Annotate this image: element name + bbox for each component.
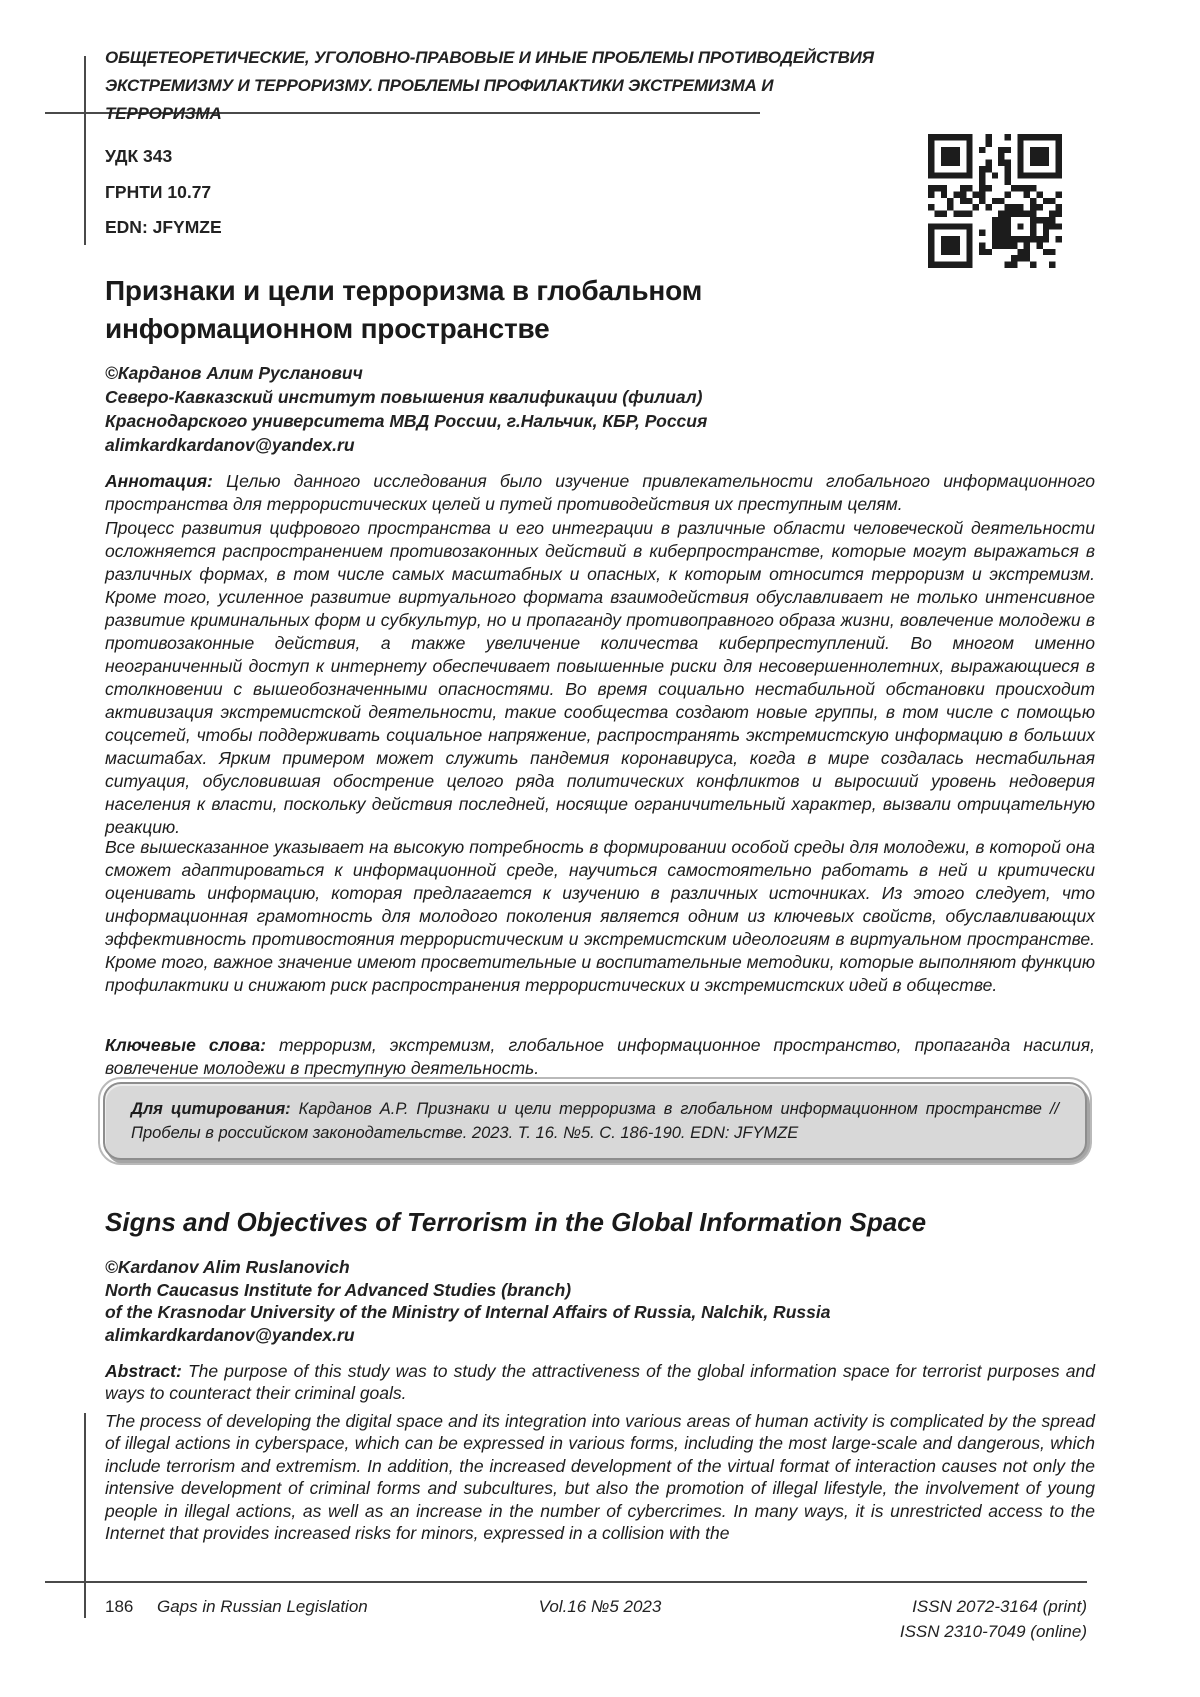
affiliation-en-line1: North Caucasus Institute for Advanced Studies (branch) [105, 1279, 572, 1300]
author-block-ru [105, 361, 1095, 457]
annotation-label: Аннотация: [105, 471, 213, 491]
left-margin-line-bottom [84, 1413, 86, 1618]
author-email-ru: alimkardkardanov@yandex.ru [105, 435, 355, 455]
edn-code: EDN: JFYMZE [105, 217, 222, 237]
author-email-en: alimkardkardanov@yandex.ru [105, 1324, 355, 1345]
author-name-en: ©Kardanov Alim Ruslanovich [105, 1257, 350, 1277]
annotation-ru [105, 470, 1095, 516]
citation-content [131, 1097, 1059, 1145]
footer-issn-online: ISSN 2310-7049 (online) [899, 1622, 1087, 1641]
footer-page-number: 186 [105, 1597, 134, 1616]
keywords-ru [105, 1034, 1095, 1080]
body-paragraph-ru-1: Процесс развития цифрового пространства и его интеграции в различные области человеческой деятельности осложняется распространением противозаконных действий в киберпространстве, которые могут выражаться в различных формах, в том числе самых масштабных и опасных, к которым относится терроризм и экстремизм. Кроме того, усиленное развитие виртуального формата взаимодействия обуславливает не только интенсивное развитие криминальных форм и субкультур, но и пропаганду противоправного образа жизни, вовлечение молодежи в противозаконные действия, а также увеличение количества киберпреступлений. Во многом именно неограниченный доступ к интернету обеспечивает повышенные риски для несовершеннолетних, выражающиеся в столкновении с вышеобозначенными опасностями. Во время социально нестабильной обстановки происходит активизация экстремистской деятельности, такие сообщества создают новые группы, в том числе с помощью соцсетей, чтобы поддерживать социальное напряжение, распространять экстремистскую информацию в больших масштабах. Ярким примером может служить пандемия коронавируса, когда в мире создалась нестабильная ситуация, обусловившая обострение целого ряда политических конфликтов и выросший уровень недоверия населения к власти, поскольку действия последней, носящие ограничительный характер, вызвали отрицательную реакцию. [105, 518, 1095, 837]
body-paragraph-ru-2: Все вышесказанное указывает на высокую потребность в формировании особой среды для молодежи, в которой она сможет адаптироваться к информационной среде, научиться самостоятельно работать в ней и критически оценивать информацию, которая предлагается к изучению в различных источниках. Из этого следует, что информационная грамотность для молодого поколения является одним из ключевых свойств, обуславливающих эффективность противостояния террористическим и экстремистским идеологиям в виртуальном пространстве. Кроме того, важное значение имеют просветительные и воспитательные методики, которые выполняют функцию профилактики и снижают риск распространения террористических и экстремистских идей в обществе. [105, 837, 1095, 995]
citation-box [103, 1082, 1087, 1160]
udk-number: УДК 343 [105, 146, 173, 166]
footer-volume-issue: Vol.16 №5 2023 [538, 1597, 662, 1616]
section-rubric: ОБЩЕТЕОРЕТИЧЕСКИЕ, УГОЛОВНО-ПРАВОВЫЕ И ИНЫЕ ПРОБЛЕМЫ ПРОТИВОДЕЙСТВИЯ ЭКСТРЕМИЗМУ И ТЕРРОРИЗМУ. ПРОБЛЕМЫ ПРОФИЛАКТИКИ ЭКСТРЕМИЗМА И ТЕРРОРИЗМА [105, 48, 874, 123]
abstract-text: The purpose of this study was to study the attractiveness of the global information space for terrorist purposes and ways to counteract their criminal goals. [105, 1361, 1095, 1404]
keywords-label: Ключевые слова: [105, 1035, 266, 1055]
author-name-ru: ©Карданов Алим Русланович [105, 363, 363, 383]
footer-rule [45, 1581, 1087, 1583]
qr-code [928, 134, 1062, 268]
keywords-text: терроризм, экстремизм, глобальное информационное пространство, пропаганда насилия, вовлечение молодежи в преступную деятельность. [105, 1035, 1095, 1078]
footer-journal-title: Gaps in Russian Legislation [157, 1597, 368, 1616]
abstract-en [105, 1360, 1095, 1405]
affiliation-en-line2: of the Krasnodar University of the Ministry of Internal Affairs of Russia, Nalchik, Russia [105, 1302, 831, 1322]
affiliation-ru-line1: Северо-Кавказский институт повышения квалификации (филиал) [105, 387, 703, 407]
left-margin-line-top [84, 56, 86, 245]
footer-issn-print: ISSN 2072-3164 (print) [912, 1597, 1087, 1616]
article-title-ru: Признаки и цели терроризма в глобальном информационном пространстве [105, 275, 703, 344]
grnti-number: ГРНТИ 10.77 [105, 182, 212, 202]
article-title-en: Signs and Objectives of Terrorism in the Global Information Space [105, 1207, 927, 1237]
affiliation-ru-line2: Краснодарского университета МВД России, г.Нальчик, КБР, Россия [105, 411, 708, 431]
annotation-text: Целью данного исследования было изучение привлекательности глобального информационного пространства для террористических целей и путей противодействия их преступным целям. [105, 471, 1095, 514]
body-paragraph-en-1: The process of developing the digital space and its integration into various areas of human activity is complicated by the spread of illegal actions in cyberspace, which can be expressed in various forms, including the most large-scale and dangerous, which include terrorism and extremism. In addition, the increased development of the virtual format of interaction causes not only the intensive development of criminal forms and subcultures, but also the promotion of illegal lifestyle, the involvement of young people in illegal actions, as well as an increase in the number of cybercrimes. In many ways, it is unrestricted access to the Internet that provides increased risks for minors, expressed in a collision with the [105, 1411, 1095, 1544]
abstract-label: Abstract: [105, 1361, 182, 1381]
citation-text: Карданов А.Р. Признаки и цели терроризма в глобальном информационном пространстве // Пробелы в российском законодательстве. 2023. Т. 16. №5. С. 186-190. EDN: JFYMZE [131, 1100, 1059, 1142]
author-block-en [105, 1256, 1095, 1346]
citation-label: Для цитирования: [131, 1100, 291, 1118]
